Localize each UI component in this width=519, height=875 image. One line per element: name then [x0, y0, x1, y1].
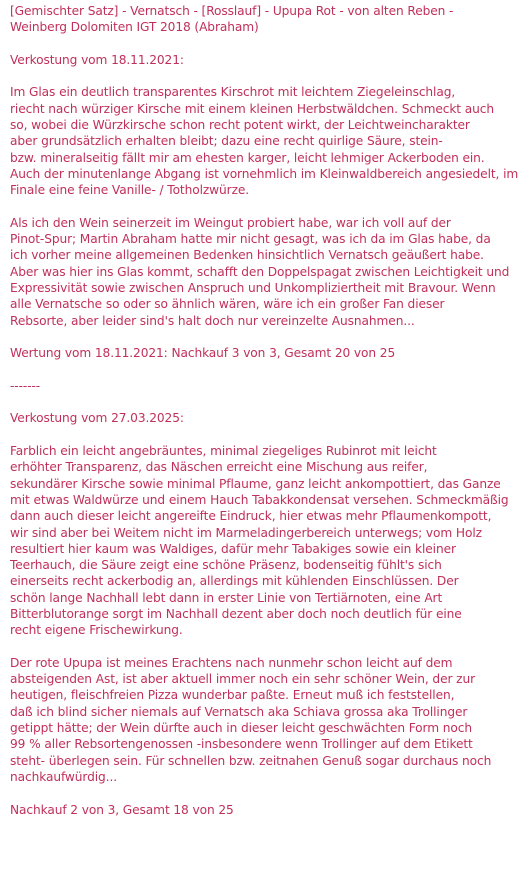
wine-title: [10, 3, 515, 36]
tasting-2-p1-line-12: recht eigene Frischewirkung.: [10, 623, 183, 638]
tasting-2-heading: Verkostung vom 27.03.2025:: [10, 411, 184, 426]
tasting-2-p1-line-2: erhöhter Transparenz, das Näschen erreicht eine Mischung aus reifer,: [10, 460, 428, 475]
tasting-1-p1-line-3: so, wobei die Würzkirsche schon recht potent wirkt, der Leichtweincharakter: [10, 118, 470, 133]
tasting-2-p1-line-6: wir sind aber bei Weitem nicht im Marmeladingerbereich unterwegs; vom Holz: [10, 525, 482, 540]
tasting-2-paragraph-1: [10, 443, 515, 639]
section-separator: -------: [10, 378, 41, 393]
tasting-1-p2-line-5: Expressivität sowie zwischen Anspruch und Unkompliziertheit mit Bravour. Wenn: [10, 281, 496, 296]
tasting-1-p1-line-4: aber grundsätzlich erhalten bleibt; dazu eine recht quirlige Säure, stein-: [10, 134, 443, 149]
tasting-2-p1-line-8: Teerhauch, die Säure zeigt eine schöne Präsenz, bodenseitig fühlt's sich: [10, 558, 442, 573]
tasting-1-p1-line-5: bzw. mineralseitig fällt mir am ehesten karger, leicht lehmiger Ackerboden ein.: [10, 150, 485, 165]
tasting-2-p2-line-8: nachkaufwürdig...: [10, 769, 117, 784]
tasting-1-paragraph-2: [10, 215, 515, 329]
tasting-2-p1-line-11: Bitterblutorange sorgt im Nachhall dezent aber doch noch deutlich für eine: [10, 606, 462, 621]
tasting-1-paragraph-1: [10, 84, 519, 198]
wine-title-line-1: [Gemischter Satz] - Vernatsch - [Rosslauf] - Upupa Rot - von alten Reben -: [10, 4, 454, 18]
tasting-2-p1-line-4: mit etwas Waldwürze und einem Hauch Tabakkondensat versehen. Schmeckmäßig: [10, 492, 509, 507]
tasting-1-p2-line-3: ich vorher meine allgemeinen Bedenken hinsichtlich Vernatsch geäußert habe.: [10, 248, 484, 263]
tasting-1-heading: Verkostung vom 18.11.2021:: [10, 52, 184, 67]
tasting-2-p1-line-9: einerseits recht ackerbodig an, allerdings mit kühlenden Einschlüssen. Der: [10, 574, 459, 589]
tasting-1-p2-line-4: Aber was hier ins Glas kommt, schafft den Doppelspagat zwischen Leichtigkeit und: [10, 264, 510, 279]
tasting-1-rating: Wertung vom 18.11.2021: Nachkauf 3 von 3, Gesamt 20 von 25: [10, 346, 396, 361]
tasting-2-p2-line-3: heutigen, fleischfreien Pizza wunderbar paßte. Erneut muß ich feststellen,: [10, 688, 455, 703]
tasting-1-p1-line-6: Auch der minutenlange Abgang ist vornehmlich im Kleinwaldbereich angesiedelt, im: [10, 166, 519, 181]
tasting-1-p2-line-6: alle Vernatsche so oder so ähnlich wären, wäre ich ein großer Fan dieser: [10, 297, 445, 312]
tasting-2-p1-line-5: dann auch dieser leicht angereifte Eindruck, hier etwas mehr Pflaumenkompott,: [10, 509, 492, 524]
tasting-1-p2-line-7: Rebsorte, aber leider sind's halt doch nur vereinzelte Ausnahmen...: [10, 313, 415, 328]
tasting-2-p1-line-10: schön lange Nachhall lebt dann in erster Linie von Tertiärnoten, eine Art: [10, 590, 443, 605]
tasting-2-p1-line-1: Farblich ein leicht angebräuntes, minimal ziegeliges Rubinrot mit leicht: [10, 444, 437, 459]
tasting-2-paragraph-2: [10, 655, 515, 785]
tasting-2-rating: Nachkauf 2 von 3, Gesamt 18 von 25: [10, 802, 234, 817]
tasting-1-p2-line-1: Als ich den Wein seinerzeit im Weingut probiert habe, war ich voll auf der: [10, 215, 451, 230]
tasting-2-p2-line-1: Der rote Upupa ist meines Erachtens nach nunmehr schon leicht auf dem: [10, 655, 453, 670]
tasting-2-p2-line-6: 99 % aller Rebsortengenossen -insbesondere wenn Trollinger auf dem Etikett: [10, 737, 473, 752]
tasting-2-p2-line-2: absteigenden Ast, ist aber aktuell immer noch ein sehr schöner Wein, der zur: [10, 672, 475, 687]
tasting-2-p2-line-7: steht- überlegen sein. Für schnellen bzw. zeitnahen Genuß sogar durchaus noch: [10, 753, 492, 768]
tasting-2-p1-line-7: resultiert hier kaum was Waldiges, dafür mehr Tabakiges sowie ein kleiner: [10, 541, 456, 556]
tasting-2-p1-line-3: sekundärer Kirsche sowie minimal Pflaume, ganz leicht ankompottiert, das Ganze: [10, 476, 501, 491]
tasting-1-p1-line-2: riecht nach würziger Kirsche mit einem kleinen Herbstwäldchen. Schmeckt auch: [10, 101, 494, 116]
wine-title-line-2: Weinberg Dolomiten IGT 2018 (Abraham): [10, 20, 259, 35]
tasting-2-p2-line-5: getippt hätte; der Wein dürfte auch in dieser leicht geschwächten Form noch: [10, 721, 472, 736]
tasting-1-p1-line-7: Finale eine feine Vanille- / Totholzwürze.: [10, 183, 250, 198]
tasting-1-p2-line-2: Pinot-Spur; Martin Abraham hatte mir nicht gesagt, was ich da im Glas habe, da: [10, 232, 491, 247]
tasting-1-p1-line-1: Im Glas ein deutlich transparentes Kirschrot mit leichtem Ziegeleinschlag,: [10, 85, 456, 100]
tasting-2-p2-line-4: daß ich blind sicher niemals auf Vernatsch aka Schiava grossa aka Trollinger: [10, 704, 468, 719]
